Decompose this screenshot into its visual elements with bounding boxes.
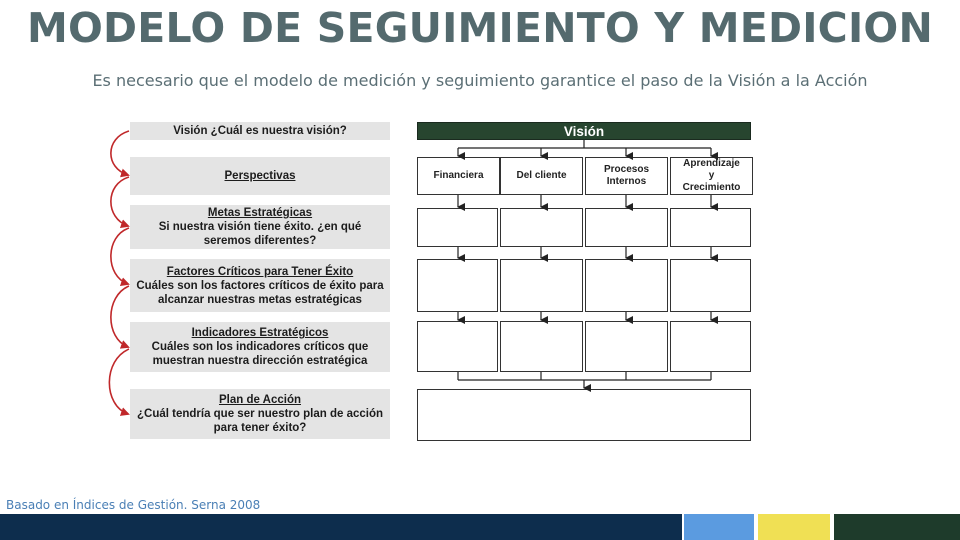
vision-connector [458,140,711,156]
footer-bar-navy [0,514,682,540]
metas-cell-4 [670,208,751,247]
step-factores-text: Cuáles son los factores críticos de éxito para alcanzar nuestras metas estratégicas [136,279,384,306]
footer-bar-green [834,514,960,540]
step-metas [130,205,390,249]
step-vision [130,122,390,140]
perspective-aprendizaje: Aprendizaje y Crecimiento [670,157,753,195]
factores-cell-2 [500,259,583,312]
step-perspectivas-title: Perspectivas [224,170,296,182]
step-vision-text: Visión ¿Cuál es nuestra visión? [173,125,347,137]
vision-bar: Visión [417,122,751,140]
factores-cell-1 [417,259,498,312]
page-subtitle: Es necesario que el modelo de medición y seguimiento garantice el paso de la Visión a la Acción [92,71,868,90]
step-plan [130,389,390,439]
row-arrows-2 [458,247,711,258]
footer-bar-blue [684,514,754,540]
red-flow-arrows [109,131,129,414]
step-factores [130,259,390,312]
plan-box [417,389,751,441]
plan-connector [458,372,711,388]
row-arrows-1 [458,195,711,207]
indicadores-cell-3 [585,321,668,372]
metas-cell-3 [585,208,668,247]
page-title: MODELO DE SEGUIMIENTO Y MEDICION [27,4,933,52]
step-metas-title: Metas Estratégicas [207,207,313,219]
perspective-financiera: Financiera [417,157,500,195]
indicadores-cell-1 [417,321,498,372]
perspective-procesos: Procesos Internos [585,157,668,195]
step-indicadores-title: Indicadores Estratégicos [191,327,329,339]
step-plan-text: ¿Cuál tendría que ser nuestro plan de acción para tener éxito? [136,408,384,434]
metas-cell-1 [417,208,498,247]
metas-cell-2 [500,208,583,247]
step-indicadores-text: Cuáles son los indicadores críticos que muestran nuestra dirección estratégica [151,341,369,367]
indicadores-cell-4 [670,321,751,372]
factores-cell-3 [585,259,668,312]
footer-bar-yellow [758,514,830,540]
step-perspectivas [130,157,390,195]
factores-cell-4 [670,259,751,312]
source-note: Basado en Índices de Gestión. Serna 2008 [6,498,261,512]
indicadores-cell-2 [500,321,583,372]
step-metas-text: Si nuestra visión tiene éxito. ¿en qué seremos diferentes? [158,221,362,247]
step-plan-title: Plan de Acción [218,394,301,406]
step-indicadores [130,322,390,372]
perspective-cliente: Del cliente [500,157,583,195]
step-factores-title: Factores Críticos para Tener Éxito [166,265,354,278]
row-arrows-3 [458,312,711,320]
